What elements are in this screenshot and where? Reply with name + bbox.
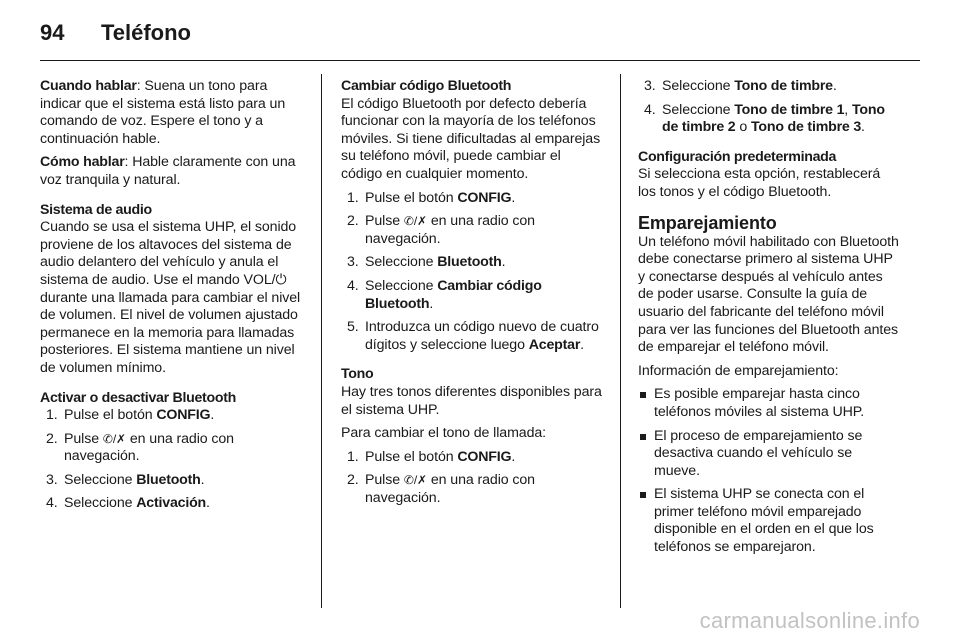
page-title: Teléfono — [100, 20, 191, 45]
list-item: 4. Seleccione Tono de timbre 1, Tono de timbre 2 o Tono de timbre 3. — [644, 101, 885, 136]
list-item: El proceso de emparejamiento se desactiva cuando el vehículo se mueve. — [638, 428, 900, 481]
slash-separator: / — [112, 431, 117, 446]
page-header — [40, 20, 191, 50]
list-item: 3. Seleccione Bluetooth. — [347, 254, 506, 271]
term: Cuando hablar — [40, 78, 137, 94]
section-heading: Sistema de audio — [40, 201, 152, 218]
text: : Suena un tono para indicar que el sistema está listo para un comando de voz. Espere el tono y a continuación hable. — [40, 78, 286, 147]
section-text: Hay tres tonos diferentes disponibles para el sistema UHP. — [341, 383, 602, 418]
info-label: Información de emparejamiento: — [638, 362, 839, 379]
list-item: 2. Pulse ✆/✗ en una radio con navegación. — [46, 430, 234, 465]
section-heading: Cambiar código Bluetooth — [341, 78, 512, 94]
section-text: Si selecciona esta opción, restablecerá los tonos y el código Bluetooth. — [638, 166, 881, 200]
phone-icon: ✆ — [403, 214, 414, 229]
section-intro: Para cambiar el tono de llamada: — [341, 425, 546, 442]
term: Cómo hablar — [40, 154, 125, 171]
slash-separator: / — [413, 473, 418, 488]
text: : Hable claramente con una voz tranquila y natural. — [40, 154, 296, 188]
section-title-emparejamiento: Emparejamiento — [638, 212, 777, 233]
bullet-square-icon — [640, 492, 646, 498]
paragraph-como-hablar — [40, 154, 302, 189]
bullet-list — [638, 386, 900, 556]
column-divider-1 — [321, 74, 322, 608]
mute-icon: ✗ — [417, 473, 428, 488]
list-item: El sistema UHP se conecta con el primer teléfono móvil emparejado disponible en el orden en el que los teléfonos se emparejaron. — [638, 486, 900, 556]
step-list — [40, 407, 302, 513]
list-item: 3. Seleccione Bluetooth. — [46, 471, 205, 488]
list-item: 2. Pulse ✆/✗ en una radio con navegación. — [347, 213, 535, 247]
step-list — [341, 449, 603, 508]
section-heading: Tono — [341, 366, 374, 383]
section-activar-bluetooth — [40, 390, 302, 514]
section-text: El código Bluetooth por defecto debería funcionar con la mayoría de los teléfonos móviles. Si tiene dificultadas al emparejas su teléfono móvil, puede cambiar el código en cualquier momento. — [341, 95, 601, 182]
column-divider-2 — [620, 74, 621, 608]
column-1 — [40, 78, 302, 519]
paragraph-cuando-hablar — [40, 78, 302, 148]
watermark: carmanualsonline.info — [699, 608, 920, 633]
bullet-square-icon — [640, 392, 646, 398]
power-icon: ⏻ — [275, 271, 287, 288]
list-item: 4. Seleccione Activación. — [46, 495, 210, 512]
mute-icon: ✗ — [116, 431, 127, 446]
list-item: Es posible emparejar hasta cinco teléfonos móviles al sistema UHP. — [638, 386, 900, 421]
section-text: Cuando se usa el sistema UHP, el sonido proviene de los altavoces del sistema de audio delantero del vehículo y anula el sistema de audio. Use el mando VOL/⏻ durante una llamada para cambiar el nivel de volumen. El nivel de volumen ajustado permanece en la memoria para llamadas posteriores. El sistema mantiene un nivel de volumen mínimo. — [40, 219, 301, 376]
list-item: 5. Introduzca un código nuevo de cuatro dígitos y seleccione luego Aceptar. — [347, 319, 599, 353]
list-item: 1. Pulse el botón CONFIG. — [347, 189, 516, 206]
list-item: 4. Seleccione Cambiar código Bluetooth. — [347, 277, 542, 312]
column-2 — [341, 78, 603, 513]
section-text: Un teléfono móvil habilitado con Bluetooth debe conectarse primero al sistema UHP y conectarse después al vehículo antes de poder usarse. Consulte la guía de usuario del fabricante del teléfono móvil para ver las funciones del Bluetooth antes de emparejar el teléfono móvil. — [638, 233, 899, 356]
list-item: 3. Seleccione Tono de timbre. — [644, 78, 837, 94]
mute-icon: ✗ — [417, 214, 428, 229]
header-divider — [40, 60, 920, 61]
section-sistema-audio — [40, 202, 302, 378]
section-tono — [341, 366, 603, 507]
section-heading: Configuración predeterminada — [638, 148, 837, 165]
section-heading: Activar o desactivar Bluetooth — [40, 389, 236, 406]
list-item: 1. Pulse el botón CONFIG. — [46, 407, 215, 424]
list-item: 2. Pulse ✆/✗ en una radio con navegación. — [347, 472, 535, 506]
list-item: 1. Pulse el botón CONFIG. — [347, 448, 516, 465]
phone-icon: ✆ — [102, 431, 113, 446]
slash-separator: / — [413, 214, 418, 229]
step-list — [341, 190, 603, 355]
step-list — [638, 78, 900, 137]
section-configuracion-predeterminada — [638, 149, 900, 202]
bullet-square-icon — [640, 434, 646, 440]
page-number: 94 — [40, 20, 65, 45]
column-3 — [638, 78, 900, 563]
phone-icon: ✆ — [403, 473, 414, 488]
